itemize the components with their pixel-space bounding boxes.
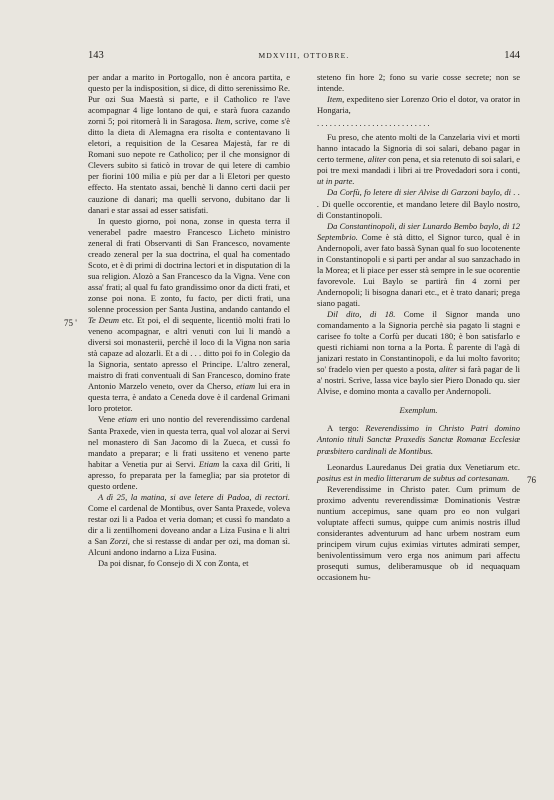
margin-number-75: 75 ' bbox=[64, 318, 77, 328]
paragraph-canzelaria: Fu preso, che atento molti de la Canzelaria vivi et morti hanno intacado la Signoria di soi salari, debano pagar in certo termene, aliter con pena, et sia retenuto di soi salari, e poi tre mexi mandadi i libri ai tre Provedadori sora i conti, ut in parte. bbox=[317, 132, 520, 187]
paragraph-portogallo: per andar a marito in Portogallo, non è ancora partita, e questo per la indisposition, si dice, di ditto serenissimo Re. Pur ozi Sua Maestà si parte, e il Catholico re l'ave acompagnar 4 lige lontano de qui, e starà fuora cazando zorni 5; poi ritornerà li in Saragosa. Item, scrive, come s'è ditto la dieta di Alemagna era risolta e contentavano li eletori, a requisition de la Cesarea Majestà, far re di Romani suo nepote re Catholico; per il che monsignor di Clevers subito si faticò in trovar de qui letere di cambio per fiorini 100 milia e più per dar a li Eletori per questo effecto. Ha stentato assai, benchè li danno certi dacii per cauzione di danari; ma quelli servono, dubitano dar li danari e star assai ad esser satisfati. bbox=[88, 72, 291, 215]
paragraph-orio: Item, expediteno sier Lorenzo Orio el dotor, va orator in Hongaria, bbox=[317, 94, 520, 116]
paragraph-lauredanus: Leonardus Lauredanus Dei gratia dux Venetiarum etc. positus est in medio litterarum de subtus ad cortesanam. bbox=[317, 461, 520, 483]
paragraph-licheto: In questo giorno, poi nona, zonse in questa terra il venerabel padre maestro Francesco Licheto ministro zeneral di frati Observanti di San Francesco, novamente creado zeneral per la sua doctrina, el qual ha comentado Scoto, et è di primi di doctrina lectori et in disputation di la sua religion. Alozò a San Francesco da la Vigna. Vene con assa' frati; al qual fu fato grandissimo onor da dicti frati, et zonse poi nona. E zonto, fu facto, per dicti frati, una solenne procession per Santa Justina, andando cantando el Te Deum etc. Et poi, el di sequente, licentiò molti frati lo veneno acompagnar, e altri venuti con lui li mandò a diversi soi monasterii, perchè il loco di la Vigna non saria stà capaze ad alozarli. Et a di . . . ditto poi fo in Colegio da la Signoria, sentato apresso el Principe. L'altro zeneral, maistro di frati conventuali di San Francesco, domino frate Antonio Marzelo veneto, over da Cherso, etiam lui era in questa terra, è andato a Ceneda dove è il cardenal Grimani loro protetor. bbox=[88, 215, 291, 414]
paragraph-dil-dito: Dil dito, di 18. Come il Signor manda uno comandamento a la Signoria perchè sia pagato li stagni e carisee fo tolte a Corfù per ducati 180; è bon satisfarlo e questi richiami non torna a la Porta. È parente di l'agà di janizari restato in Constantinopoli, e da lui molto favorito; so' fradelo vien per questo a posta, aliter si farà pagar de li a' nostri. Scrive, lassa vice baylo sier Piero Donado qu. sier Alvise, e domino monta a cavallo per Andernopoli. bbox=[317, 308, 521, 397]
paragraph-padoa: A dì 25, la matina, si ave letere di Padoa, di rectori. Come el cardenal de Montibus, over Santa Praxede, voleva restar ozi li a Padoa et veria doman; et cussì fo mandato a dir a li zentilhomeni doveano andar a Liza Fusina e li altri a San Zorzi, che si restasse di andar per ozi, ma doman sì. Alcuni andono indarno a Liza Fusina. bbox=[88, 491, 290, 558]
paragraph-corfu: Da Corfù, fo letere di sier Alvise di Garzoni baylo, di . . . Di quelle occorentie, et mandano letere dil Baylo nostro, di Constantinopoli. bbox=[317, 187, 520, 220]
paragraph-a-tergo: A tergo: Reverendissimo in Christo Patri domino Antonio tituli Sanctæ Praxedis Sanctæ Romanæ Ecclesiæ præsbitero cardinali de Montibus. bbox=[317, 423, 521, 456]
paragraph-secrete: steteno fin hore 2; fono su varie cosse secrete; non se intende. bbox=[317, 72, 520, 94]
left-page-number: 143 bbox=[88, 50, 104, 61]
margin-number-76: 76 bbox=[527, 475, 536, 485]
right-page-number: 144 bbox=[504, 50, 520, 61]
paragraph-consejo: Da poi disnar, fo Consejo di X con Zonta, et bbox=[98, 558, 249, 569]
left-column bbox=[88, 72, 290, 569]
paragraph-constantinopoli: Da Constantinopoli, di sier Lunardo Bembo baylo, di 12 Septembrio. Come è stà ditto, el Signor turco, qual è in Andernopoli, aver fato bassà Synan qual fo suo locotenente in Constantinopoli e si parti per andar al suo sanzachado in la Morea; et li piace per esser stà sempre in le sue ocorentie favorevole. Lui Baylo se partirà fin 4 zorni per Andernopoli; li bisogna danari etc., et è trato danari; prega siano pagati. bbox=[317, 220, 521, 308]
paragraph-nontio: Vene etiam eri uno nontio del reverendissimo cardenal Santa Praxede, vien in questa terra, qual vol alozar ai Servi nel monastero di San Jacomo di la Zueca, et cussì fo mandato a preparar; e li frati ussiteno et veneno parte habitar a Venetia pur ai Servi. Etiam la caxa dil Griti, li apresso, fo preparata per la fameglia; par sia protetor di questo ordene. bbox=[88, 414, 291, 491]
running-title: MDXVIII, OTTOBRE. bbox=[258, 51, 350, 60]
ellipsis-line: . . . . . . . . . . . . . . . . . . . . . . . . . . . bbox=[317, 118, 430, 129]
paragraph-reverendissime: Reverendissime in Christo pater. Cum primum de proximo adventu reverendissimæ Dominationis Vestræ nuntium accepimus, sane quam pro eo non vulgari voluptate affecti sumus, quippe cum animis nostris illud considerantes adventurum ad hanc urbem nostram eum principem virum cujus eximias virtutes admirati semper, benivolentissimum vero erga nos animum pari affectu prosequti sumus, deliberamusque ob id nequaquam occasionem hu- bbox=[317, 483, 520, 583]
running-header bbox=[88, 50, 520, 64]
right-column bbox=[317, 72, 520, 583]
section-title: Exemplum. bbox=[399, 405, 438, 416]
